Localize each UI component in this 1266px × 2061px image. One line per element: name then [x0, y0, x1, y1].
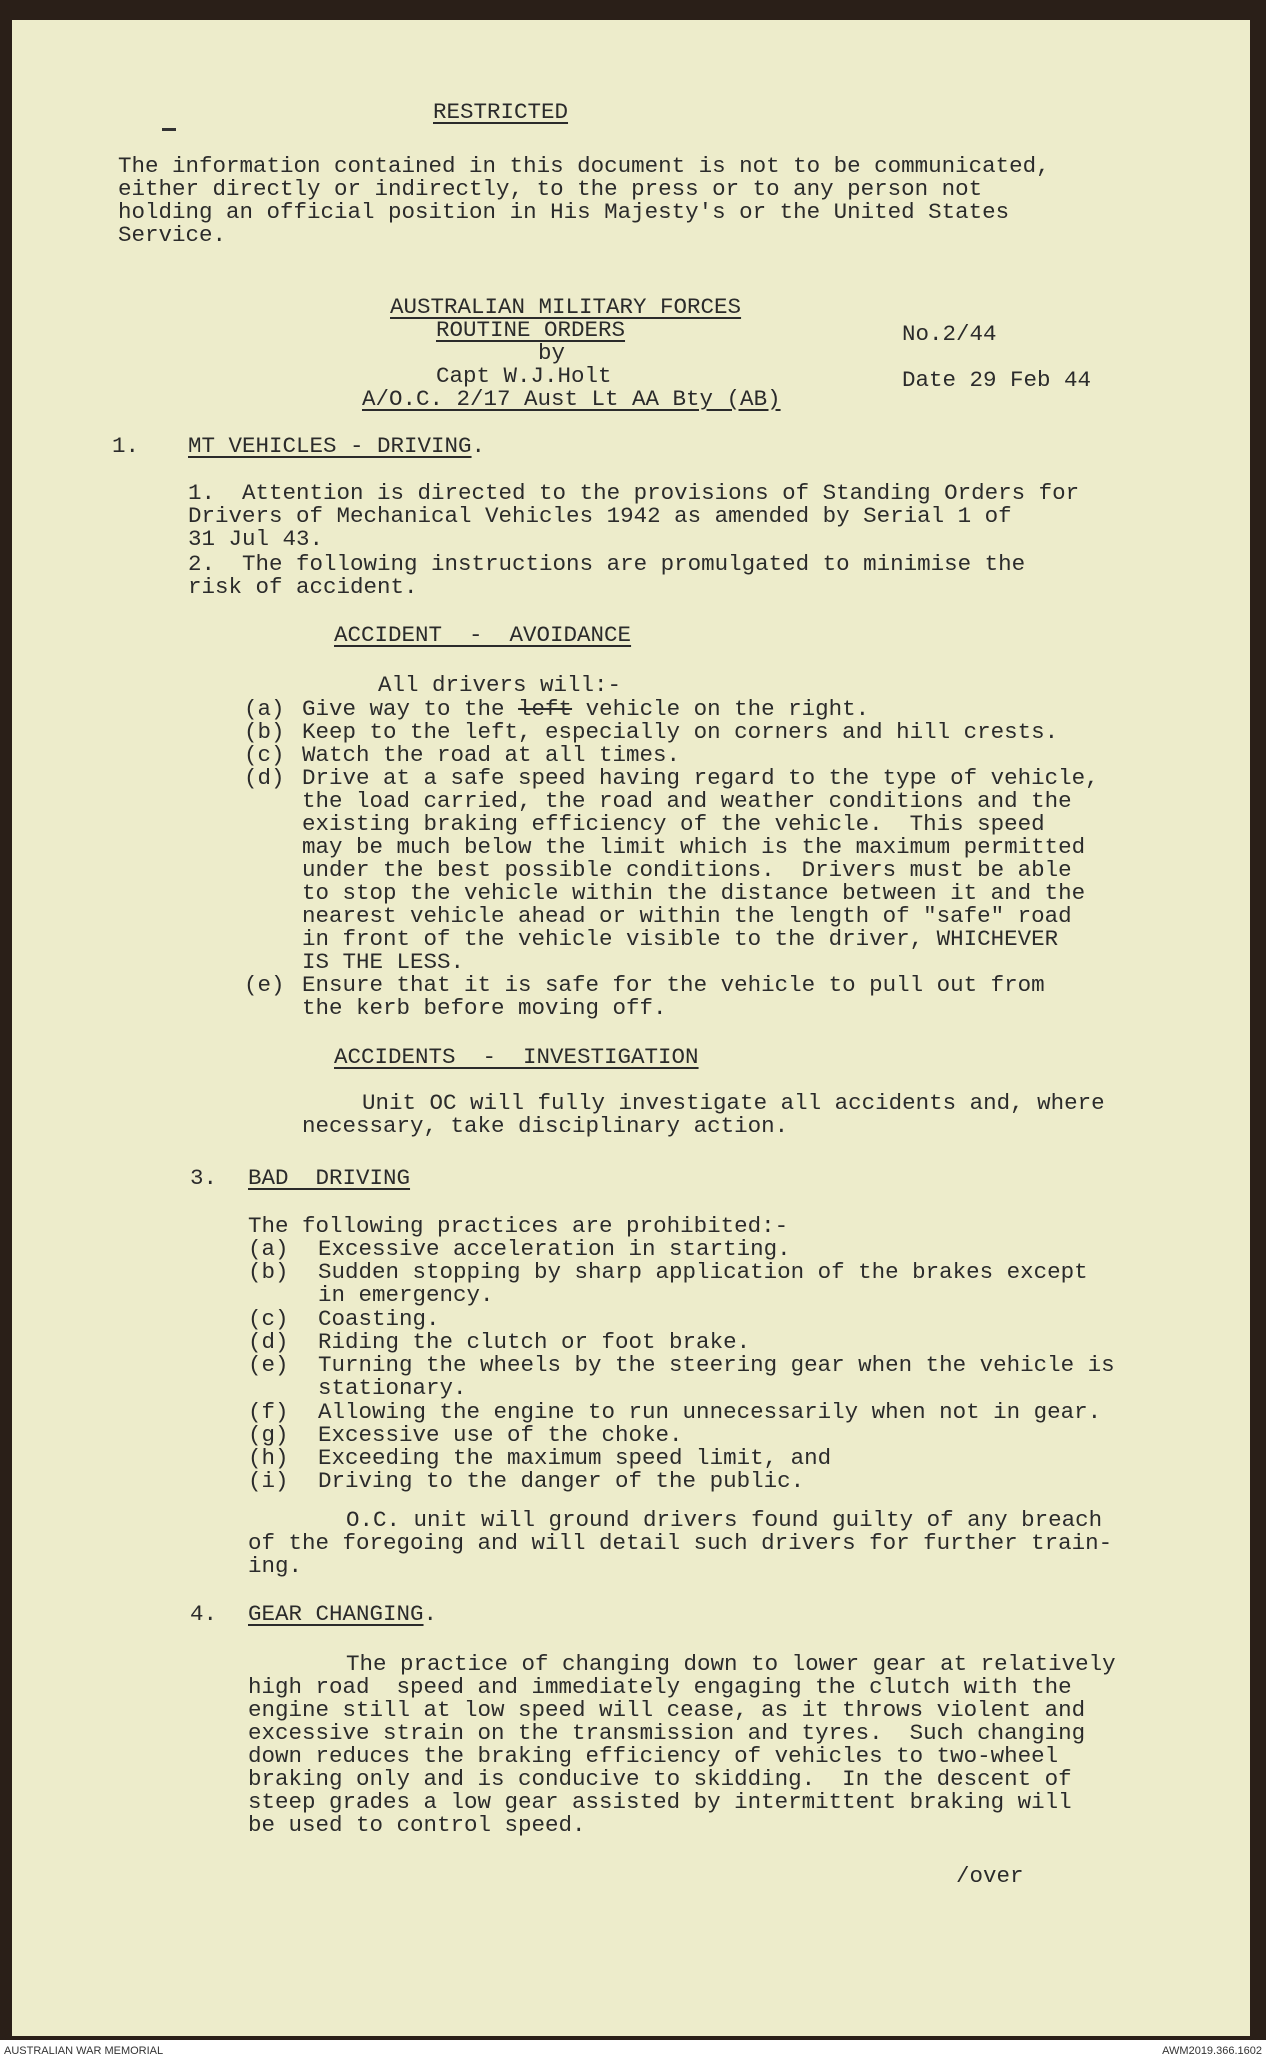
struck-word: left — [518, 696, 573, 722]
forces-title: AUSTRALIAN MILITARY FORCES — [390, 294, 742, 320]
classification-heading: RESTRICTED — [433, 99, 569, 125]
list-item-text: under the best possible conditions. Drivers must be able — [302, 857, 1072, 883]
list-label: (c) — [244, 742, 285, 768]
paragraph-line: O.C. unit will ground drivers found guilty of any breach — [346, 1507, 1103, 1533]
archive-footer — [0, 2042, 1266, 2061]
issuing-officer: Capt W.J.Holt — [436, 363, 612, 389]
list-item-text: Driving to the danger of the public. — [318, 1468, 805, 1494]
list-item-text: to stop the vehicle within the distance between it and the — [302, 880, 1086, 906]
section-number: 3. — [190, 1165, 218, 1191]
list-item-text: Ensure that it is safe for the vehicle to pull out from — [302, 972, 1045, 998]
list-label: (b) — [248, 1259, 289, 1285]
paragraph-line: risk of accident. — [188, 574, 418, 600]
notice-line: The information contained in this document is not to be communicated, — [118, 153, 1050, 179]
list-label: (b) — [244, 719, 285, 745]
section-number: 4. — [190, 1601, 218, 1627]
section-intro: The following practices are prohibited:- — [248, 1213, 789, 1239]
list-label: (i) — [248, 1468, 289, 1494]
ink-mark — [162, 128, 176, 131]
paragraph-line: braking only and is conducive to skidding. In the descent of — [248, 1766, 1072, 1792]
by-line: by — [538, 340, 566, 366]
paragraph-line: excessive strain on the transmission and tyres. Such changing — [248, 1720, 1086, 1746]
list-item-text: Exceeding the maximum speed limit, and — [318, 1445, 832, 1471]
list-item-text: in front of the vehicle visible to the driver, WHICHEVER — [302, 926, 1059, 952]
list-item-text: IS THE LESS. — [302, 949, 465, 975]
list-item-text: Allowing the engine to run unnecessarily when not in gear. — [318, 1399, 1102, 1425]
section-heading: GEAR CHANGING — [248, 1601, 424, 1627]
list-item-text: existing braking efficiency of the vehicle. This speed — [302, 811, 1045, 837]
document-page: RESTRICTED The information contained in this document is not to be communicated, either directly or indirectly, to the press or to any person not holding an official position in His Majesty's or the United States Service. AUSTRALIAN MILITARY FORCES ROUTINE ORDERS by Capt W.J.Holt A/O.C. 2/17 Aust Lt AA Bty (AB) No.2/44 Date 29 Feb 44 1. MT VEHICLES - DRIVING. 1. Attention is directed to the provisions of Standing Orders for Drivers of Mechanical Vehicles 1942 as amended by Serial 1 of 31 Jul 43. 2. The following instructions are promulgated to minimise the risk of accident. ACCIDENT - AVOIDANCE All drivers will:- (a) Give way to the left vehicle on the right. (b) Keep to the left, especially on corners and hill crests. (c) Watch the road at all times. (d) Drive at a safe speed having regard to the type of vehicle, the load carried, the road and weather conditions and the existing braking efficiency of the vehicle. This speed may be much below the limit which is the maximum permitted under the best possible conditions. Drivers must be able to stop the vehicle within the distance between it and the nearest vehicle ahead or within the length of "safe" road in front of the vehicle visible to the driver, WHICHEVER IS THE LESS. (e) Ensure that it is safe for the vehicle to pull out from the kerb before moving off. ACCIDENTS - INVESTIGATION Unit OC will fully investigate all accidents and, where necessary, take disciplinary action. 3. BAD DRIVING The following practices are prohibited:- (a) Excessive acceleration in starting. (b) Sudden stopping by sharp application of the brakes except in emergency. (c) Coasting. (d) Riding the clutch or foot brake. (e) Turning the wheels by the steering gear when the vehicle is stationary. (f) Allowing the engine to run unnecessarily when not in gear. (g) Excessive use of the choke. (h) Exceeding the maximum speed limit, and (i) Driving to the danger of the public. O.C. unit will ground drivers found guilty of any breach of the foregoing and will detail such drivers for further train- ing. 4. GEAR CHANGING. The practice of changing down to lower gear at relatively high road speed and immediately engaging the clutch with the engine still at low speed will cease, as it throws violent and excessive strain on the transmission and tyres. Such changing down reduces the braking efficiency of vehicles to two-wheel braking only and is conducive to skidding. In the descent of steep grades a low gear assisted by intermittent braking will be used to control speed. /over — [12, 20, 1250, 2036]
paragraph-line: steep grades a low gear assisted by intermittent braking will — [248, 1789, 1072, 1815]
subheading-investigation: ACCIDENTS - INVESTIGATION — [334, 1044, 699, 1070]
order-number: No.2/44 — [902, 321, 997, 347]
paragraph-line: high road speed and immediately engaging the clutch with the — [248, 1674, 1072, 1700]
list-item-text: may be much below the limit which is the maximum permitted — [302, 834, 1086, 860]
page-turn-note: /over — [956, 1863, 1024, 1889]
paragraph-line: be used to control speed. — [248, 1812, 586, 1838]
list-item-text: Excessive use of the choke. — [318, 1422, 683, 1448]
paragraph-line: Unit OC will fully investigate all accidents and, where — [362, 1090, 1105, 1116]
paragraph-line: necessary, take disciplinary action. — [302, 1113, 789, 1139]
paragraph-line: 1. Attention is directed to the provisions of Standing Orders for — [188, 480, 1080, 506]
section-number: 1. — [112, 433, 140, 459]
order-date: Date 29 Feb 44 — [902, 367, 1092, 393]
notice-line: Service. — [118, 222, 227, 248]
list-item-text: the load carried, the road and weather conditions and the — [302, 788, 1072, 814]
paragraph-line: down reduces the braking efficiency of vehicles to two-wheel — [248, 1743, 1059, 1769]
list-item-text: Riding the clutch or foot brake. — [318, 1329, 751, 1355]
list-item-text: Watch the road at all times. — [302, 742, 681, 768]
notice-line: either directly or indirectly, to the press or to any person not — [118, 176, 983, 202]
paragraph-line: engine still at low speed will cease, as it throws violent and — [248, 1697, 1086, 1723]
paragraph-line: 31 Jul 43. — [188, 526, 324, 552]
list-item-text: Sudden stopping by sharp application of the brakes except — [318, 1259, 1088, 1285]
avoidance-intro: All drivers will:- — [378, 672, 622, 698]
list-item-text: Coasting. — [318, 1306, 440, 1332]
list-item-text: in emergency. — [318, 1282, 494, 1308]
list-label: (e) — [244, 972, 285, 998]
list-item-text: Drive at a safe speed having regard to the type of vehicle, — [302, 765, 1099, 791]
paragraph-line: 2. The following instructions are promulgated to minimise the — [188, 551, 1026, 577]
list-label: (a) — [248, 1236, 289, 1262]
list-item-text: nearest vehicle ahead or within the length of "safe" road — [302, 903, 1072, 929]
paragraph-line: ing. — [248, 1553, 303, 1579]
paragraph-line: The practice of changing down to lower gear at relatively — [346, 1651, 1116, 1677]
list-label: (d) — [248, 1329, 289, 1355]
list-label: (c) — [248, 1306, 289, 1332]
paragraph-line: of the foregoing and will detail such drivers for further train- — [248, 1530, 1113, 1556]
list-label: (a) — [244, 696, 285, 722]
section-heading: BAD DRIVING — [248, 1165, 411, 1191]
list-label: (f) — [248, 1399, 289, 1425]
list-label: (g) — [248, 1422, 289, 1448]
section-heading: MT VEHICLES - DRIVING — [188, 433, 472, 459]
list-label: (d) — [244, 765, 285, 791]
notice-line: holding an official position in His Majesty's or the United States — [118, 199, 1010, 225]
subheading-avoidance: ACCIDENT - AVOIDANCE — [334, 622, 632, 648]
officer-unit: A/O.C. 2/17 Aust Lt AA Bty (AB) — [362, 386, 781, 412]
list-item-text: the kerb before moving off. — [302, 995, 667, 1021]
list-item-text: Excessive acceleration in starting. — [318, 1236, 791, 1262]
list-label: (e) — [248, 1352, 289, 1378]
list-item-text: Turning the wheels by the steering gear when the vehicle is — [318, 1352, 1115, 1378]
list-item-text: stationary. — [318, 1375, 467, 1401]
archive-reference: AWM2019.366.1602 — [1162, 2045, 1262, 2057]
orders-title: ROUTINE ORDERS — [436, 317, 626, 343]
list-item-text: Give way to the left vehicle on the right. — [302, 696, 870, 722]
paragraph-line: Drivers of Mechanical Vehicles 1942 as amended by Serial 1 of — [188, 503, 1012, 529]
list-item-text: Keep to the left, especially on corners and hill crests. — [302, 719, 1059, 745]
list-label: (h) — [248, 1445, 289, 1471]
archive-name: AUSTRALIAN WAR MEMORIAL — [4, 2045, 164, 2057]
